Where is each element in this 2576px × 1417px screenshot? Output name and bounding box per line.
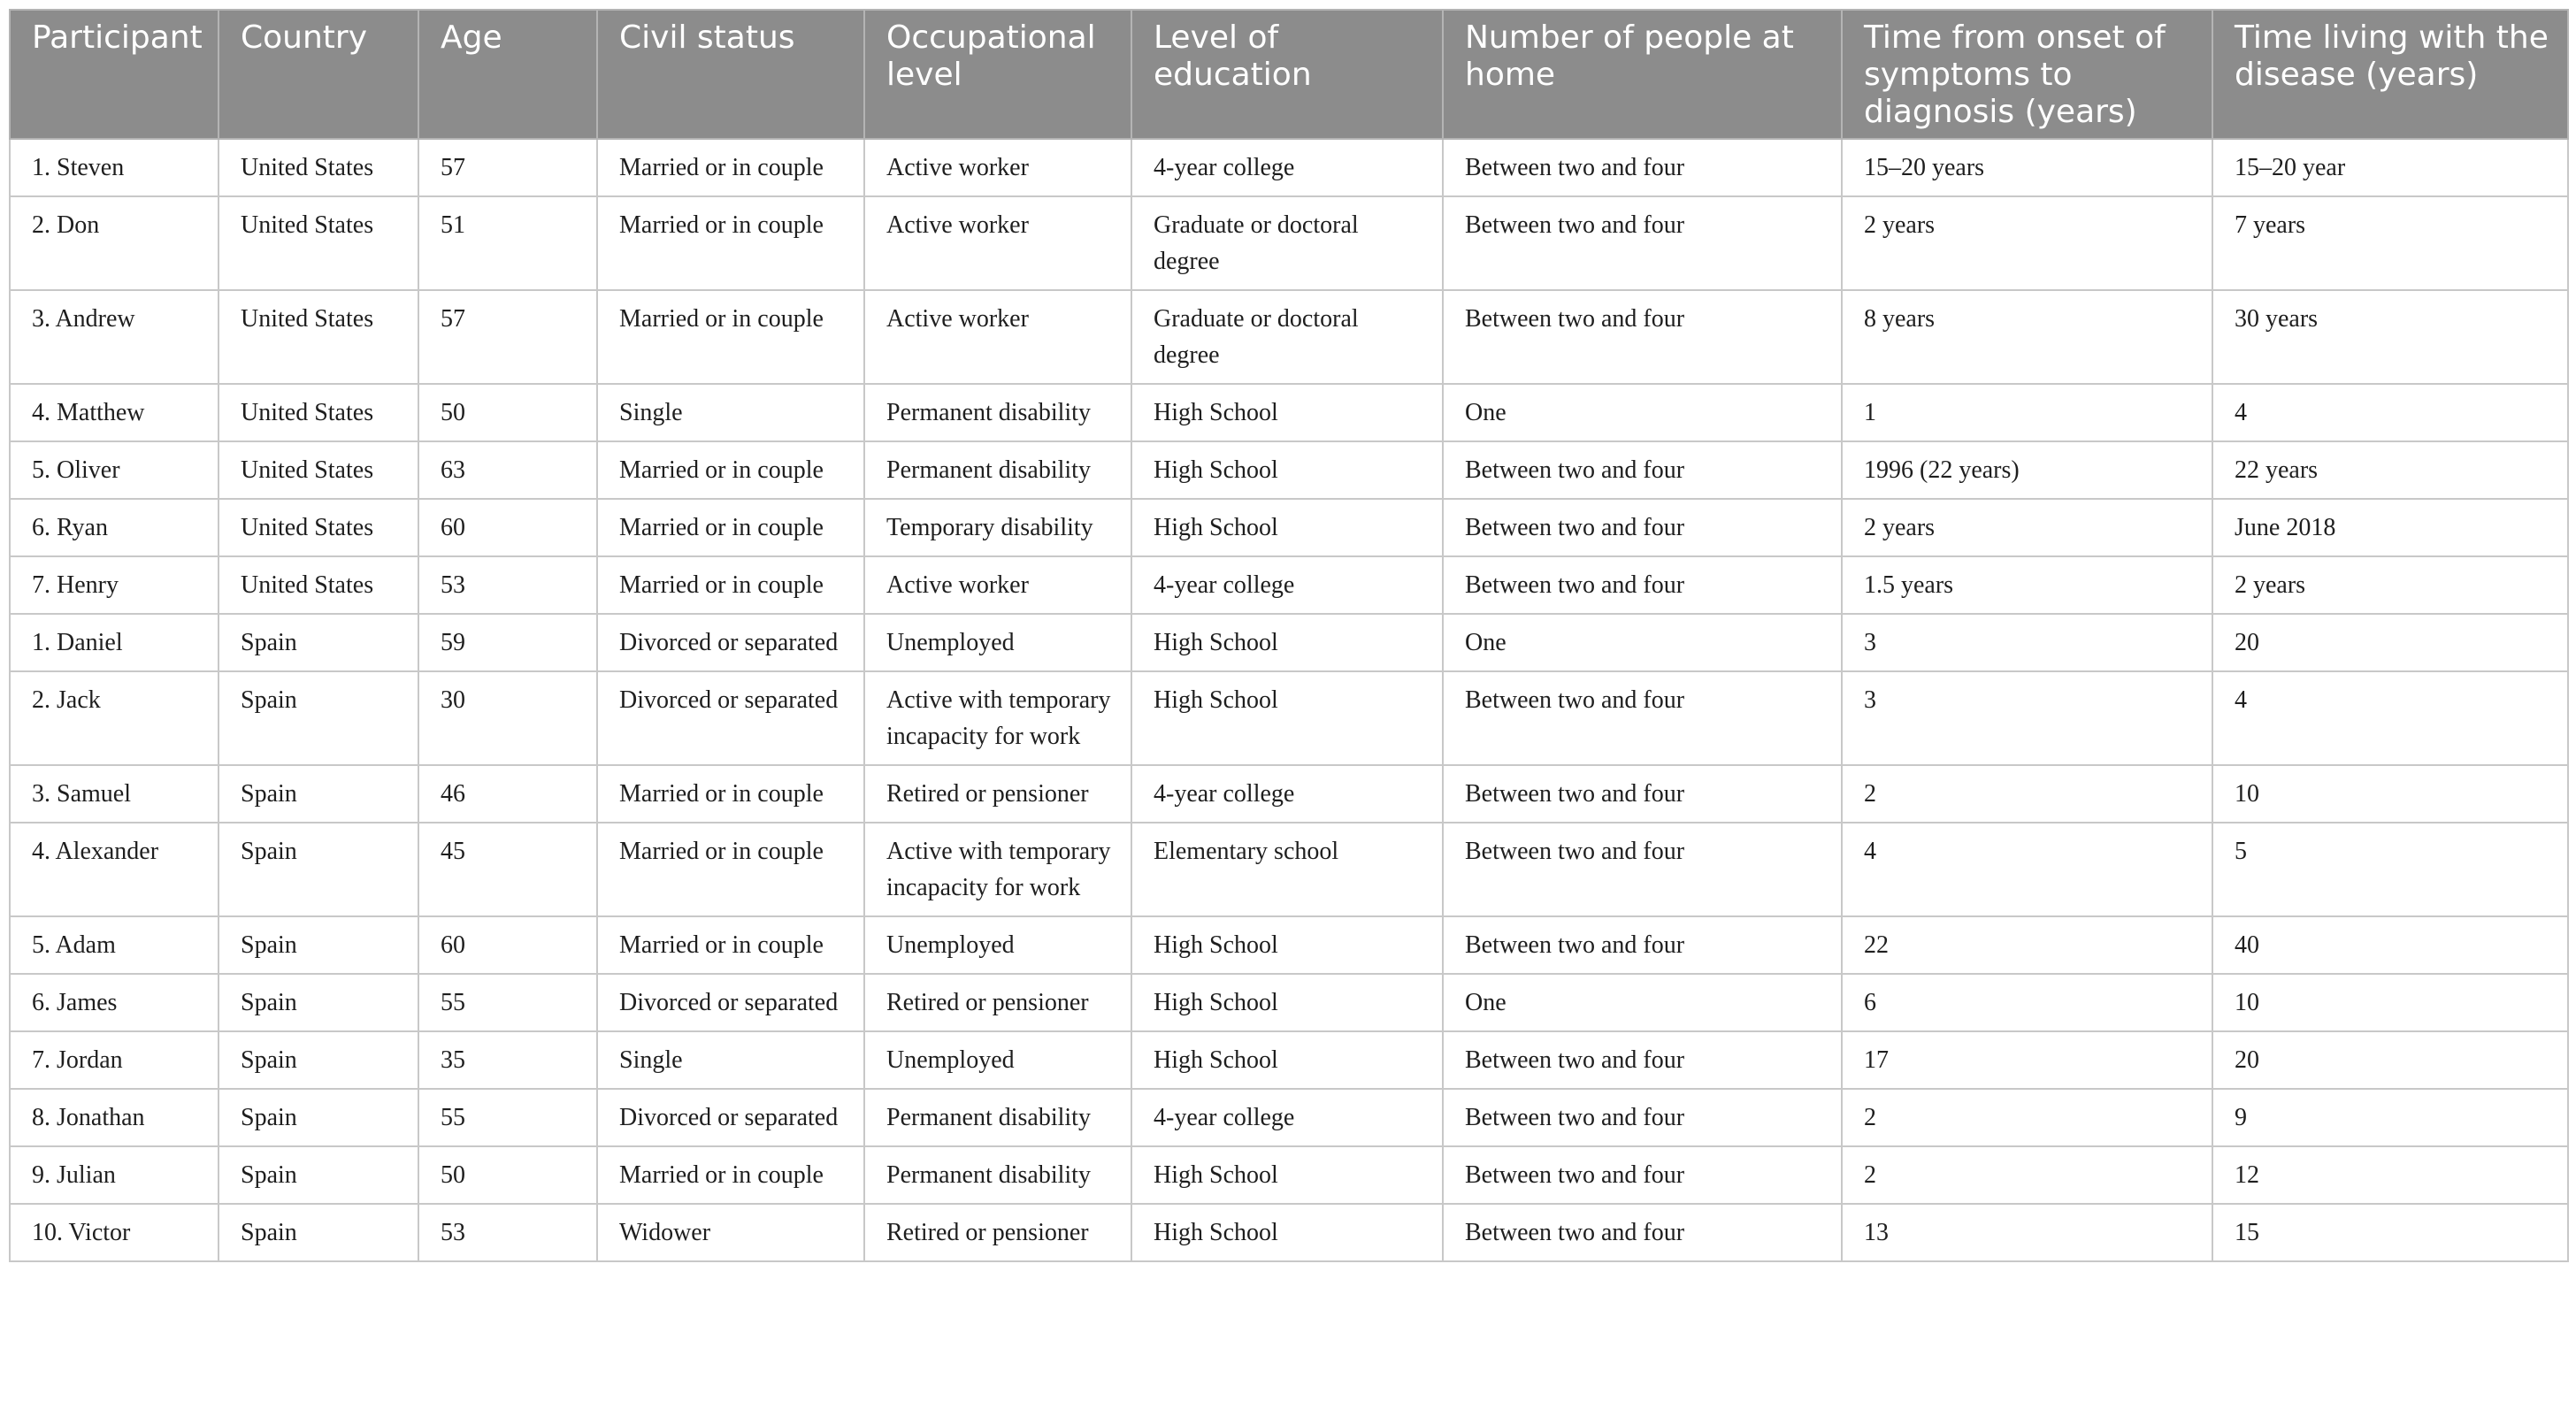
participants-table [9,9,2569,1262]
cell-time-to-diagnosis: 1.5 years [1842,556,2212,614]
cell-civil-status: Married or in couple [597,441,864,499]
cell-civil-status: Married or in couple [597,139,864,196]
cell-occupational-level: Retired or pensioner [864,765,1131,823]
cell-civil-status: Divorced or separated [597,1089,864,1146]
cell-level-of-education: High School [1131,614,1443,671]
cell-civil-status: Divorced or separated [597,614,864,671]
cell-participant: 5. Adam [10,916,218,974]
column-header-people-at-home: Number of people at home [1443,10,1842,139]
cell-civil-status: Married or in couple [597,765,864,823]
cell-time-living-with-disease: 15 [2212,1204,2568,1261]
cell-age: 46 [418,765,597,823]
cell-time-living-with-disease: 15–20 year [2212,139,2568,196]
cell-country: United States [218,556,418,614]
cell-level-of-education: High School [1131,974,1443,1031]
cell-occupational-level: Retired or pensioner [864,974,1131,1031]
cell-civil-status: Single [597,384,864,441]
cell-time-to-diagnosis: 3 [1842,671,2212,765]
table-row [10,823,2568,916]
cell-people-at-home: Between two and four [1443,823,1842,916]
table-row [10,765,2568,823]
cell-time-to-diagnosis: 3 [1842,614,2212,671]
cell-civil-status: Divorced or separated [597,974,864,1031]
cell-people-at-home: Between two and four [1443,1146,1842,1204]
column-header-occupational-level: Occupational level [864,10,1131,139]
cell-time-to-diagnosis: 17 [1842,1031,2212,1089]
cell-people-at-home: Between two and four [1443,556,1842,614]
cell-level-of-education: High School [1131,1146,1443,1204]
cell-age: 51 [418,196,597,290]
cell-participant: 2. Jack [10,671,218,765]
cell-civil-status: Married or in couple [597,823,864,916]
cell-age: 63 [418,441,597,499]
table-row [10,671,2568,765]
table-row [10,139,2568,196]
cell-participant: 2. Don [10,196,218,290]
cell-time-to-diagnosis: 1 [1842,384,2212,441]
cell-participant: 9. Julian [10,1146,218,1204]
cell-civil-status: Single [597,1031,864,1089]
cell-age: 60 [418,499,597,556]
cell-occupational-level: Active worker [864,139,1131,196]
cell-level-of-education: High School [1131,916,1443,974]
cell-civil-status: Married or in couple [597,556,864,614]
cell-country: Spain [218,974,418,1031]
cell-participant: 8. Jonathan [10,1089,218,1146]
table-row [10,499,2568,556]
cell-country: United States [218,196,418,290]
cell-time-living-with-disease: 22 years [2212,441,2568,499]
cell-level-of-education: 4-year college [1131,139,1443,196]
participants-table-container [9,9,2567,1262]
cell-participant: 3. Samuel [10,765,218,823]
cell-civil-status: Widower [597,1204,864,1261]
cell-participant: 4. Matthew [10,384,218,441]
cell-level-of-education: High School [1131,1031,1443,1089]
cell-level-of-education: High School [1131,1204,1443,1261]
cell-time-living-with-disease: 2 years [2212,556,2568,614]
table-row [10,916,2568,974]
cell-age: 57 [418,290,597,384]
cell-age: 55 [418,974,597,1031]
column-header-level-of-education: Level of education [1131,10,1443,139]
cell-occupational-level: Permanent disability [864,384,1131,441]
cell-country: Spain [218,1031,418,1089]
cell-time-to-diagnosis: 4 [1842,823,2212,916]
cell-age: 60 [418,916,597,974]
cell-age: 50 [418,384,597,441]
cell-level-of-education: High School [1131,384,1443,441]
cell-occupational-level: Active with temporary incapacity for work [864,823,1131,916]
cell-civil-status: Married or in couple [597,196,864,290]
cell-age: 30 [418,671,597,765]
cell-country: Spain [218,765,418,823]
cell-time-to-diagnosis: 22 [1842,916,2212,974]
column-header-time-living-with-disease: Time living with the disease (years) [2212,10,2568,139]
cell-time-living-with-disease: 4 [2212,671,2568,765]
cell-country: Spain [218,1146,418,1204]
table-row [10,290,2568,384]
cell-time-living-with-disease: 5 [2212,823,2568,916]
cell-people-at-home: Between two and four [1443,290,1842,384]
cell-people-at-home: Between two and four [1443,1031,1842,1089]
cell-time-living-with-disease: June 2018 [2212,499,2568,556]
cell-occupational-level: Unemployed [864,1031,1131,1089]
column-header-civil-status: Civil status [597,10,864,139]
cell-civil-status: Married or in couple [597,1146,864,1204]
table-row [10,1204,2568,1261]
cell-level-of-education: 4-year college [1131,1089,1443,1146]
cell-country: Spain [218,1089,418,1146]
cell-occupational-level: Unemployed [864,614,1131,671]
column-header-time-to-diagnosis: Time from onset of symptoms to diagnosis (years) [1842,10,2212,139]
cell-age: 53 [418,1204,597,1261]
cell-time-living-with-disease: 7 years [2212,196,2568,290]
cell-time-to-diagnosis: 2 [1842,1146,2212,1204]
cell-time-to-diagnosis: 6 [1842,974,2212,1031]
table-header-row [10,10,2568,139]
table-row [10,614,2568,671]
cell-level-of-education: High School [1131,671,1443,765]
cell-people-at-home: Between two and four [1443,196,1842,290]
cell-country: United States [218,290,418,384]
table-row [10,1146,2568,1204]
cell-people-at-home: One [1443,614,1842,671]
cell-level-of-education: 4-year college [1131,556,1443,614]
cell-level-of-education: High School [1131,441,1443,499]
cell-country: United States [218,384,418,441]
cell-country: Spain [218,671,418,765]
cell-participant: 10. Victor [10,1204,218,1261]
cell-occupational-level: Active worker [864,290,1131,384]
cell-country: Spain [218,916,418,974]
cell-country: Spain [218,823,418,916]
cell-time-living-with-disease: 12 [2212,1146,2568,1204]
cell-occupational-level: Active worker [864,196,1131,290]
cell-level-of-education: Graduate or doctoral degree [1131,290,1443,384]
cell-occupational-level: Unemployed [864,916,1131,974]
cell-people-at-home: Between two and four [1443,139,1842,196]
cell-people-at-home: Between two and four [1443,441,1842,499]
cell-occupational-level: Permanent disability [864,1089,1131,1146]
table-row [10,556,2568,614]
cell-age: 35 [418,1031,597,1089]
cell-participant: 1. Steven [10,139,218,196]
cell-occupational-level: Temporary disability [864,499,1131,556]
table-row [10,196,2568,290]
cell-age: 59 [418,614,597,671]
cell-time-living-with-disease: 40 [2212,916,2568,974]
column-header-age: Age [418,10,597,139]
cell-time-living-with-disease: 4 [2212,384,2568,441]
cell-participant: 4. Alexander [10,823,218,916]
cell-time-to-diagnosis: 13 [1842,1204,2212,1261]
cell-people-at-home: Between two and four [1443,671,1842,765]
cell-time-to-diagnosis: 15–20 years [1842,139,2212,196]
cell-time-living-with-disease: 20 [2212,1031,2568,1089]
cell-time-to-diagnosis: 8 years [1842,290,2212,384]
cell-country: United States [218,499,418,556]
cell-time-to-diagnosis: 2 years [1842,499,2212,556]
cell-civil-status: Married or in couple [597,290,864,384]
cell-occupational-level: Permanent disability [864,441,1131,499]
cell-level-of-education: High School [1131,499,1443,556]
cell-civil-status: Married or in couple [597,499,864,556]
cell-country: United States [218,139,418,196]
cell-time-living-with-disease: 10 [2212,765,2568,823]
cell-civil-status: Married or in couple [597,916,864,974]
cell-people-at-home: Between two and four [1443,1204,1842,1261]
cell-occupational-level: Active worker [864,556,1131,614]
cell-time-living-with-disease: 9 [2212,1089,2568,1146]
cell-people-at-home: Between two and four [1443,499,1842,556]
cell-country: United States [218,441,418,499]
table-row [10,441,2568,499]
cell-occupational-level: Permanent disability [864,1146,1131,1204]
cell-people-at-home: Between two and four [1443,1089,1842,1146]
cell-participant: 5. Oliver [10,441,218,499]
cell-time-living-with-disease: 20 [2212,614,2568,671]
cell-time-to-diagnosis: 2 [1842,1089,2212,1146]
cell-people-at-home: One [1443,974,1842,1031]
cell-participant: 7. Jordan [10,1031,218,1089]
cell-age: 50 [418,1146,597,1204]
cell-occupational-level: Active with temporary incapacity for work [864,671,1131,765]
cell-age: 45 [418,823,597,916]
cell-time-living-with-disease: 10 [2212,974,2568,1031]
cell-people-at-home: One [1443,384,1842,441]
cell-occupational-level: Retired or pensioner [864,1204,1131,1261]
cell-age: 57 [418,139,597,196]
cell-people-at-home: Between two and four [1443,765,1842,823]
cell-participant: 1. Daniel [10,614,218,671]
cell-level-of-education: Graduate or doctoral degree [1131,196,1443,290]
cell-time-to-diagnosis: 1996 (22 years) [1842,441,2212,499]
table-row [10,1089,2568,1146]
cell-time-to-diagnosis: 2 [1842,765,2212,823]
cell-civil-status: Divorced or separated [597,671,864,765]
table-row [10,974,2568,1031]
table-row [10,384,2568,441]
cell-age: 55 [418,1089,597,1146]
column-header-country: Country [218,10,418,139]
cell-participant: 3. Andrew [10,290,218,384]
cell-time-living-with-disease: 30 years [2212,290,2568,384]
cell-time-to-diagnosis: 2 years [1842,196,2212,290]
cell-level-of-education: Elementary school [1131,823,1443,916]
cell-participant: 6. James [10,974,218,1031]
cell-participant: 7. Henry [10,556,218,614]
cell-people-at-home: Between two and four [1443,916,1842,974]
column-header-participant: Participant [10,10,218,139]
cell-level-of-education: 4-year college [1131,765,1443,823]
cell-participant: 6. Ryan [10,499,218,556]
cell-age: 53 [418,556,597,614]
cell-country: Spain [218,1204,418,1261]
table-row [10,1031,2568,1089]
cell-country: Spain [218,614,418,671]
